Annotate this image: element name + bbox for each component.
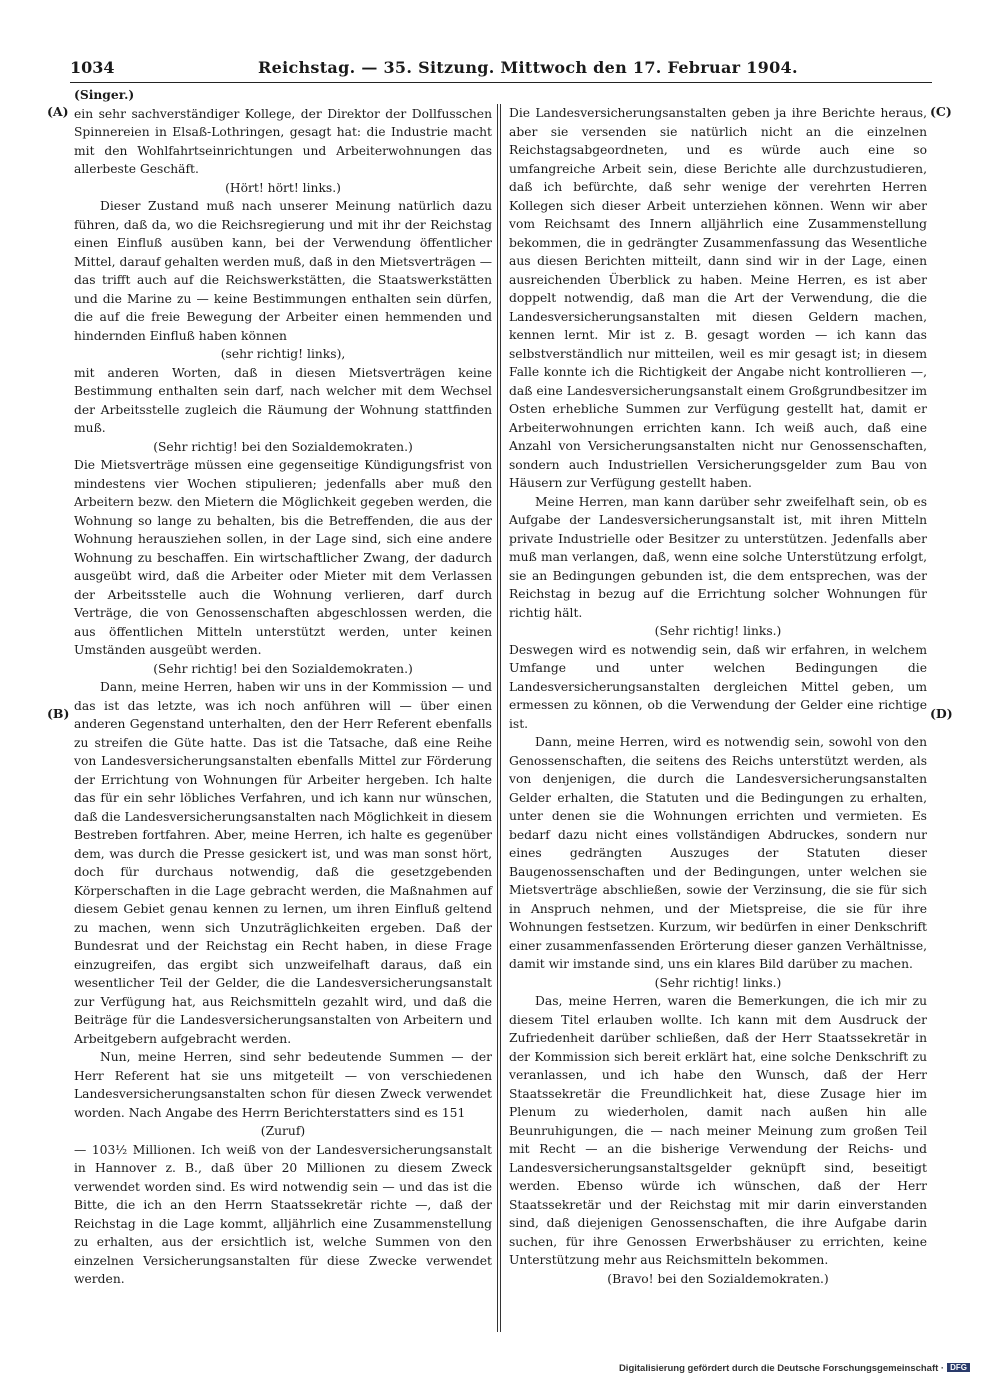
dfg-logo: DFG bbox=[947, 1363, 970, 1372]
paragraph: Dieser Zustand muß nach unserer Meinung natürlich dazu führen, daß da, wo die Reichsregierung und mit ihr der Reichstag einen Einfluß ausüben kann, bei der Verwendung öffentlicher Mittel, darauf gehalten werden muß, daß in den Mietsverträgen — das trifft auch auf die Reichswerkstätten, die Staatswerkstätten und die Marine zu — keine Bestimmungen enthalten sein dürfen, die auf die freie Bewegung der Arbeiter einen hemmenden und hindernden Einfluß haben können bbox=[74, 199, 492, 343]
interjection: (Sehr richtig! links.) bbox=[654, 624, 782, 638]
interjection: (sehr richtig! links), bbox=[220, 347, 346, 361]
interjection: (Sehr richtig! bei den Sozialdemokraten.) bbox=[153, 439, 413, 454]
margin-marker-c: (C) bbox=[930, 104, 952, 119]
footer-text: Digitalisierung gefördert durch die Deutsche Forschungsgemeinschaft · bbox=[618, 1363, 945, 1374]
margin-marker-b: (B) bbox=[47, 706, 70, 721]
paragraph: Meine Herren, man kann darüber sehr zweifelhaft sein, ob es Aufgabe der Landesversicherungsanstalt ist, mit ihren Mitteln private Industrielle oder Besitzer zu unterstützen. Jedenfalls aber muß man verlangen, daß, wenn eine solche Unterstützung erfolgt, sie an Bedingungen gebunden ist, die dem entsprechen, was der Reichstag in bezug auf die Errichtung solcher Wohnungen für richtig hält. bbox=[509, 494, 927, 620]
speaker-name: (Singer.) bbox=[74, 87, 135, 102]
interjection: (Sehr richtig! links.) bbox=[654, 975, 782, 990]
column-divider bbox=[500, 104, 501, 1332]
header-rule bbox=[70, 82, 932, 83]
paragraph: — 103½ Millionen. Ich weiß von der Landesversicherungsanstalt in Hannover z. B., daß über 20 Millionen zu diesem Zweck verwendet worden sind. Es wird notwendig sein — und das ist die Bitte, die ich an den Herrn Staatssekretär richte —, daß der Reichstag in die Lage kommt, alljährlich eine Zusammenstellung zu erhalten, aus der ersichtlich ist, welche Summen von den einzelnen Versicherungsanstalten für diese Zwecke verwendet werden. bbox=[74, 1142, 492, 1286]
paragraph: mit anderen Worten, daß in diesen Mietsverträgen keine Bestimmung enthalten sein darf, nach welcher mit dem Wechsel der Arbeitsstelle zugleich die Räumung der Wohnung stattfinden muß. bbox=[74, 365, 492, 435]
margin-marker-d: (D) bbox=[930, 706, 953, 721]
page-header bbox=[70, 58, 930, 80]
interjection: (Sehr richtig! bei den Sozialdemokraten.) bbox=[153, 661, 413, 676]
paragraph: Deswegen wird es notwendig sein, daß wir erfahren, in welchem Umfange und unter welchen Bedingungen die Landesversicherungsanstalten dergleichen Mittel geben, um ermessen zu können, ob die Verwendung der Gelder eine richtige ist. bbox=[509, 642, 927, 731]
digitization-footer bbox=[619, 1363, 970, 1374]
margin-marker-a: (A) bbox=[47, 104, 69, 119]
interjection: (Hört! hört! links.) bbox=[225, 180, 341, 195]
right-column bbox=[509, 104, 927, 1288]
paragraph: Dann, meine Herren, wird es notwendig sein, sowohl von den Genossenschaften, die seitens des Reichs unterstützt werden, als von denjenigen, die durch die Landesversicherungsanstalten Gelder erhalten, die Statuten und die Bedingungen zu erhalten, unter denen sie die Wohnungen errichten und vermieten. Es bedarf dazu nicht eines vollständigen Abdruckes, sondern nur eines gedrängten Auszuges der Statuten dieser Baugenossenschaften und der Bedingungen, unter welchen sie Mietsverträge abschließen, sowie der Verzinsung, die sie für sich in Anspruch nehmen, und der Mietspreise, die sie für ihre Wohnungen festsetzen. Kurzum, wir bedürfen in einer Denkschrift einer zusammenfassenden Erörterung dieser ganzen Verhältnisse, damit wir imstande sind, uns ein klares Bild darüber zu machen. bbox=[509, 735, 927, 971]
paragraph: Nun, meine Herren, sind sehr bedeutende Summen — der Herr Referent hat sie uns mitgeteilt — von verschiedenen Landesversicherungsanstalten schon für diesen Zweck verwendet worden. Nach Angabe des Herrn Berichterstatters sind es 151 bbox=[74, 1050, 492, 1120]
paragraph: Die Landesversicherungsanstalten geben ja ihre Berichte heraus, aber sie versenden sie natürlich nicht an die einzelnen Reichstagsabgeordneten, und es würde auch eine so umfangreiche Arbeit sein, diese Berichte alle durchzustudieren, daß ich befürchte, daß sehr wenige der verehrten Herren Kollegen sich dieser Arbeit unterziehen können. Wenn wir aber vom Reichsamt des Innern alljährlich eine Zusammenstellung bekommen, die in gedrängter Zusammenfassung das Wesentliche aus diesen Berichten mitteilt, dann sind wir in der Lage, einen ausreichenden Überblick zu haben. Meine Herren, es ist aber doppelt notwendig, daß man die Art der Verwendung, die die Landesversicherungsanstalten mit diesen Geldern machen, kennen lernt. Mir ist z. B. gesagt worden — ich kann das selbstverständlich nur mitteilen, weil es mir gesagt ist; in diesem Falle konnte ich die Richtigkeit der Angabe nicht kontrollieren —, daß eine Landesversicherungsanstalt einem Großgrundbesitzer im Osten erhebliche Summen zur Verfügung gestellt hat, damit er Arbeiterwohnungen errichten kann. Ich weiß auch, daß eine Anzahl von Versicherungsanstalten nicht nur Genossenschaften, sondern auch Industriellen Versicherungsgelder zum Bau von Häusern zur Verfügung gestellt haben. bbox=[509, 106, 927, 490]
paragraph: Die Mietsverträge müssen eine gegenseitige Kündigungsfrist von mindestens vier Wochen stipulieren; jedenfalls aber muß den Arbeitern bezw. den Mietern die Möglichkeit gegeben werden, die Wohnung so lange zu behalten, bis die Betreffenden, die aus der Wohnung herausziehen sollen, in der Lage sind, sich eine andere Wohnung zu beschaffen. Ein wirtschaftlicher Zwang, der dadurch ausgeübt wird, daß die Arbeiter oder Mieter mit dem Verlassen der Arbeitsstelle auch die Wohnung verlieren, darf durch Verträge, die von Genossenschaften abgeschlossen werden, die aus öffentlichen Mitteln unterstützt werden, unter keinen Umständen ausgeübt werden. bbox=[74, 458, 492, 657]
paragraph: ein sehr sachverständiger Kollege, der Direktor der Dollfusschen Spinnereien in Elsaß-Lothringen, gesagt hat: die Industrie macht mit den Wohlfahrtseinrichtungen und Arbeiterwohnungen das allerbeste Geschäft. bbox=[74, 106, 492, 176]
page-number: 1034 bbox=[70, 58, 115, 77]
column-divider bbox=[497, 104, 498, 1332]
running-title: Reichstag. — 35. Sitzung. Mittwoch den 17. Februar 1904. bbox=[258, 58, 798, 77]
paragraph: Dann, meine Herren, haben wir uns in der Kommission — und das ist das letzte, was ich noch anführen will — über einen anderen Gegenstand unterhalten, den der Herr Referent ebenfalls zu streifen die Güte hatte. Das ist die Tatsache, daß eine Reihe von Landesversicherungsanstalten ebenfalls Mittel zur Förderung der Errichtung von Wohnungen für Arbeiter hergeben. Ich halte das für ein sehr löbliches Verfahren, und ich kann nur wünschen, daß die Landesversicherungsanstalten nach Möglichkeit in diesem Bestreben fortfahren. Aber, meine Herren, ich halte es gegenüber dem, was durch die Presse gesickert ist, und was man sonst hört, doch für durchaus notwendig, daß die gesetzgebenden Körperschaften in die Lage gebracht werden, die Maßnahmen auf diesem Gebiet genau kennen zu lernen, um ihren Einfluß geltend zu machen, wenn sich Unzuträglichkeiten ergeben. Daß der Bundesrat und der Reichstag ein Recht haben, in diese Frage einzugreifen, das ergibt sich unzweifelhaft daraus, daß ein wesentlicher Teil der Gelder, die die Landesversicherungsanstalt zur Verfügung hat, aus Reichsmitteln gezahlt wird, und daß die Beiträge für die Landesversicherungsanstalten von Arbeitern und Arbeitgebern aufgebracht werden. bbox=[74, 680, 492, 1046]
left-column bbox=[74, 86, 492, 1289]
paragraph: Das, meine Herren, waren die Bemerkungen, die ich mir zu diesem Titel erlauben wollte. Ich kann mit dem Ausdruck der Zufriedenheit darüber schließen, daß der Herr Staatssekretär in der Kommission sich bereit erklärt hat, eine solche Denkschrift zu veranlassen, und ich habe den Wunsch, daß der Herr Staatssekretär die Freundlichkeit hat, diese Zusage hier im Plenum zu wiederholen, damit nach außen hin alle Beunruhigungen, die — nach meiner Meinung zum großen Teil mit Recht — an die bisherige Verwendung der Reichs- und Landesversicherungsanstaltsgelder geknüpft sind, beseitigt werden. Ebenso würde ich wünschen, daß der Herr Staatssekretär und der Reichstag mit mir darin einverstanden sind, daß diejenigen Genossenschaften, die ihre Aufgabe darin suchen, für ihre Genossen Erwerbshäuser zu errichten, keine Unterstützung mehr aus Reichsmitteln bekommen. bbox=[509, 994, 927, 1267]
interjection: (Zuruf) bbox=[260, 1124, 306, 1138]
interjection: (Bravo! bei den Sozialdemokraten.) bbox=[607, 1271, 829, 1286]
